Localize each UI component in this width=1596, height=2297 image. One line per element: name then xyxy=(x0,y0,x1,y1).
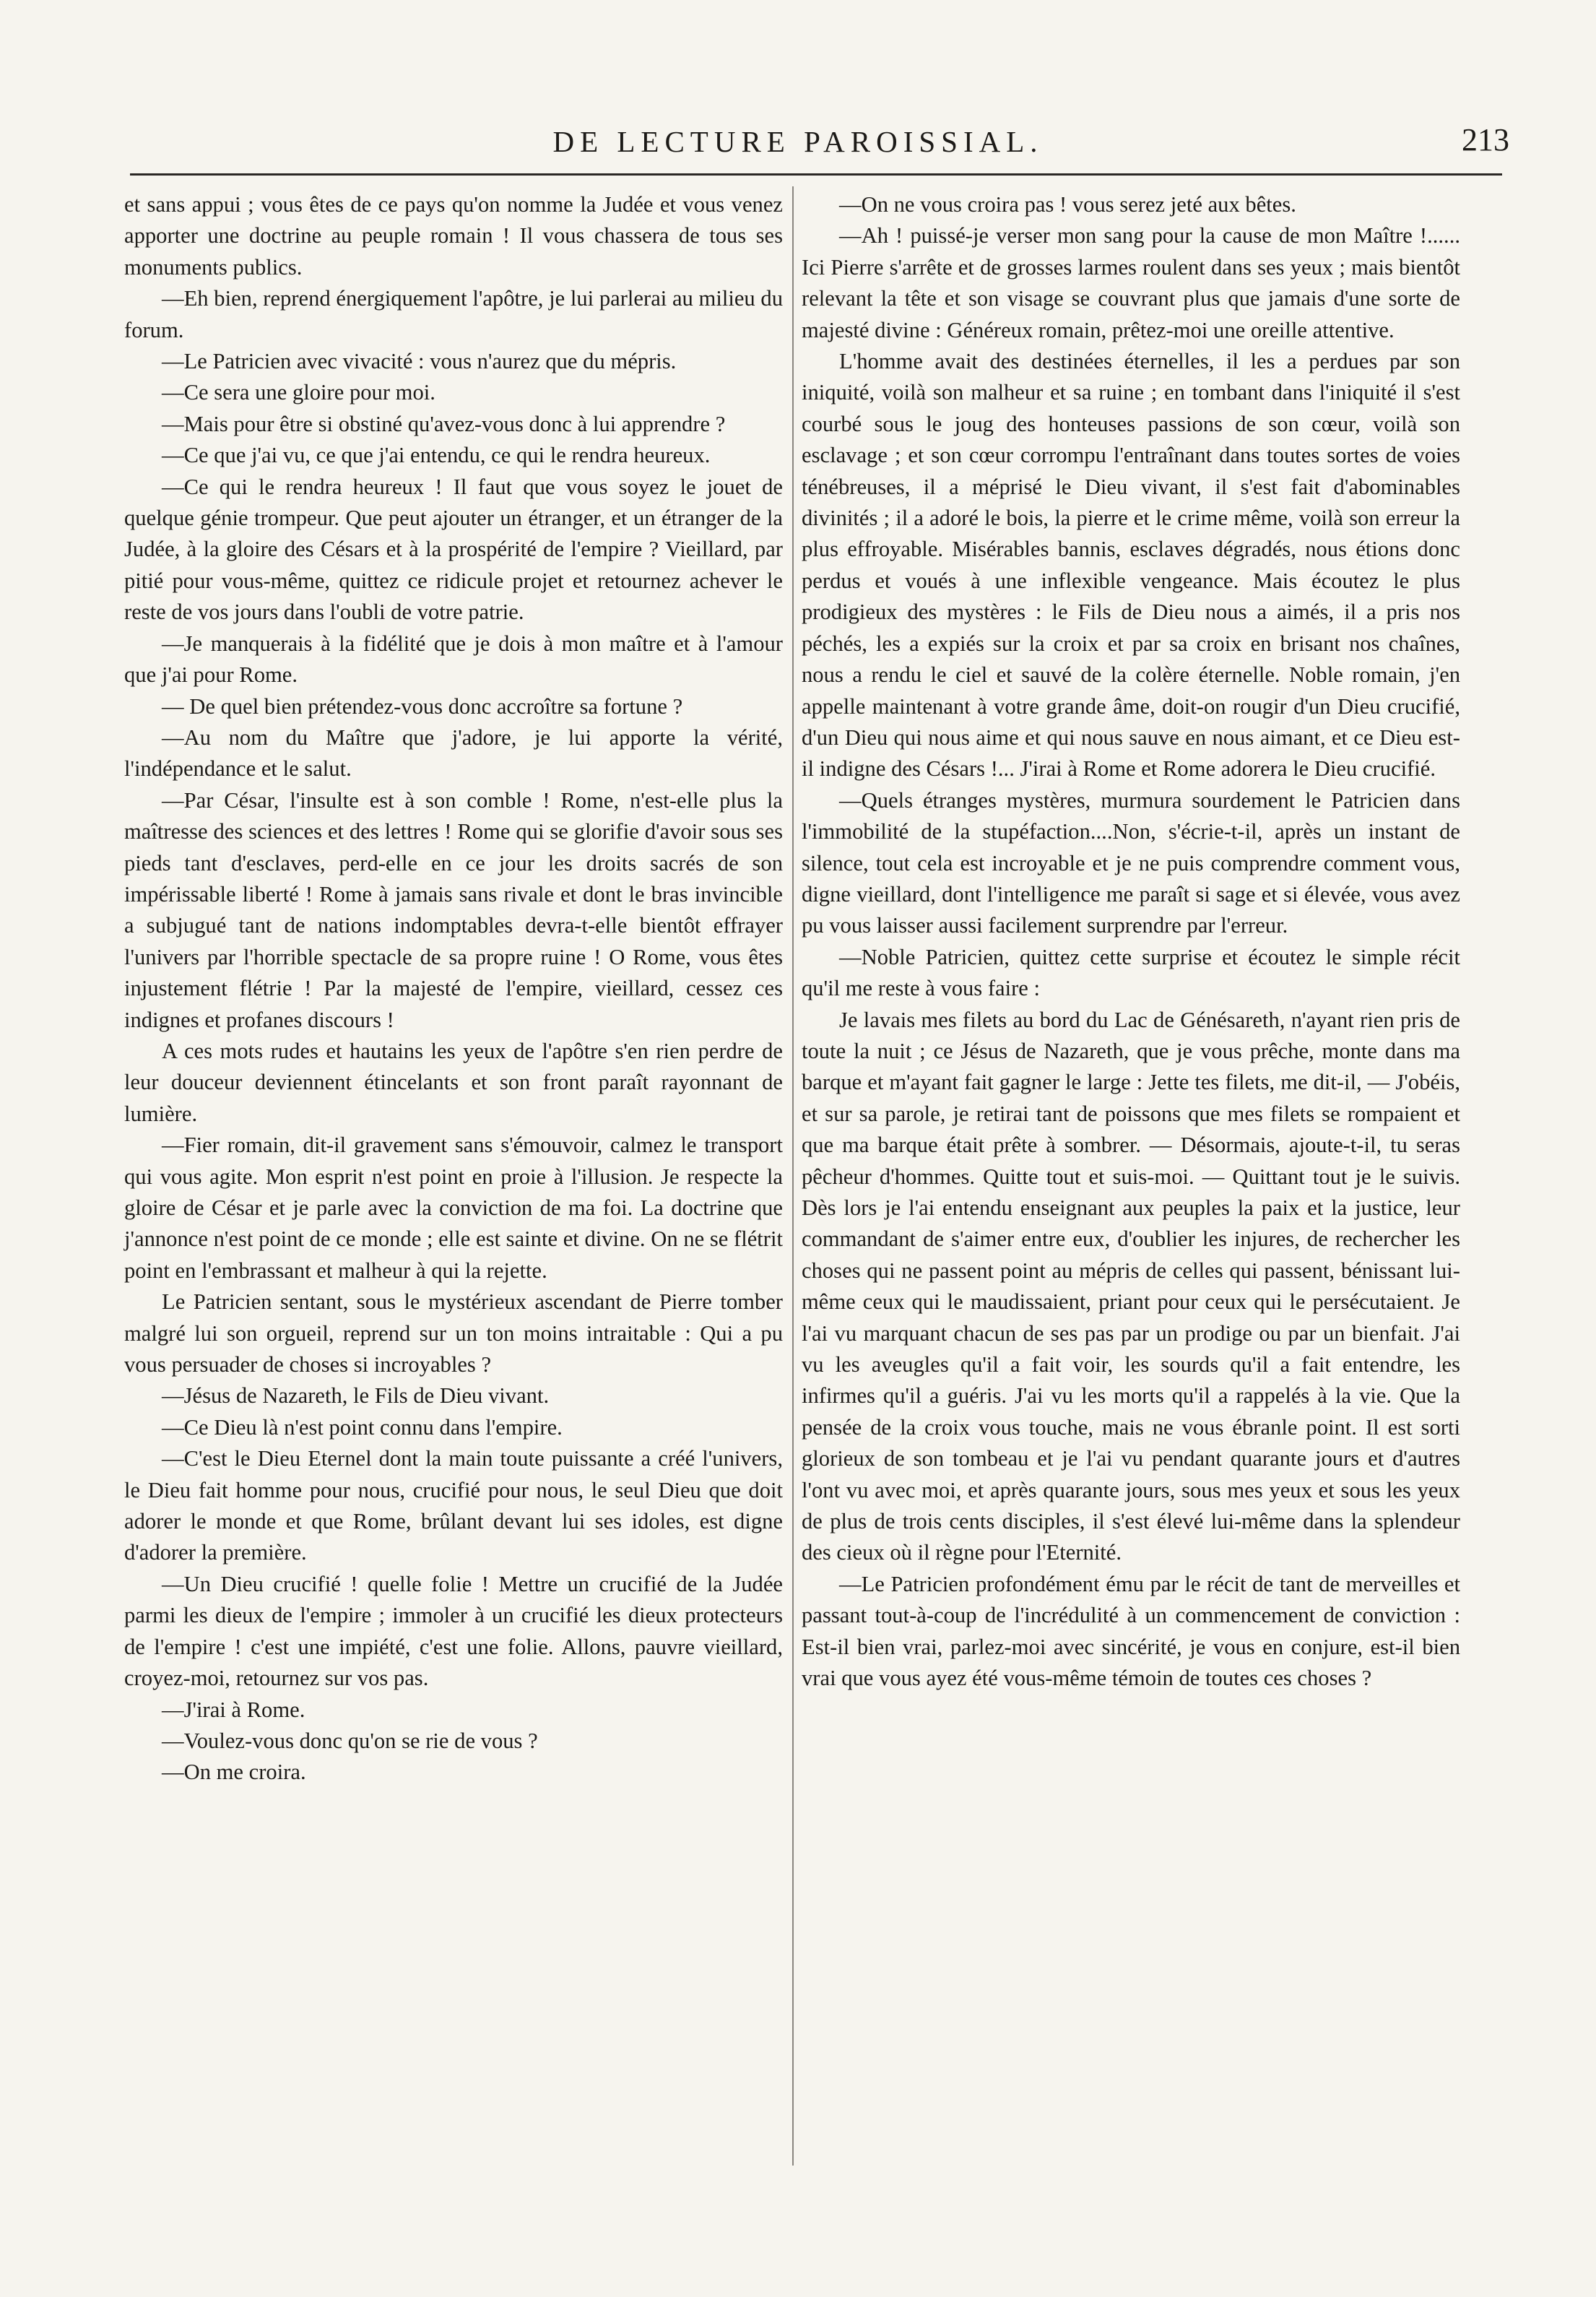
paragraph: —On me croira. xyxy=(162,1760,306,1785)
paragraph: et sans appui ; vous êtes de ce pays qu'on nomme la Judée et vous venez apporter une doctrine au peuple romain ! Il vous chassera de tous ses monuments publics. xyxy=(124,192,783,280)
paragraph: A ces mots rudes et hautains les yeux de l'apôtre s'en rien perdre de leur douceur deviennent étincelants et son front paraît rayonnant de lumière. xyxy=(124,1038,783,1126)
paragraph: —Ce sera une gloire pour moi. xyxy=(162,380,435,405)
paragraph: —Quels étranges mystères, murmura sourdement le Patricien dans l'immobilité de la stupéfaction....Non, s'écrie-t-il, après un instant de silence, tout cela est incroyable et je ne puis comprendre comment vous, digne vieillard, dont l'intelligence me paraît si sage et si élevée, vous avez pu vous laisser aussi facilement surprendre par l'erreur. xyxy=(802,787,1460,938)
paragraph: —Un Dieu crucifié ! quelle folie ! Mettre un crucifié de la Judée parmi les dieux de l'empire ; immoler à un crucifié les dieux protecteurs de l'empire ! c'est une impiété, c'est une folie. Allons, pauvre vieillard, croyez-moi, retournez sur vos pas. xyxy=(124,1571,783,1691)
paragraph: —Au nom du Maître que j'adore, je lui apporte la vérité, l'indépendance et le salut. xyxy=(124,724,783,782)
paragraph: —C'est le Dieu Eternel dont la main toute puissante a créé l'univers, le Dieu fait homme pour nous, crucifié pour nous, le seul Dieu que doit adorer le monde et que Rome, brûlant devant lui ses idoles, est digne d'adorer la première. xyxy=(124,1446,783,1565)
paragraph: —Ce qui le rendra heureux ! Il faut que vous soyez le jouet de quelque génie trompeur. Que peut ajouter un étranger, et un étranger de la Judée, à la gloire des Césars et à la prospérité de l'empire ? Vieillard, par pitié pour vous-même, quittez ce ridicule projet et retournez achever le reste de vos jours dans l'oubli de votre patrie. xyxy=(124,474,783,625)
paragraph: —Mais pour être si obstiné qu'avez-vous donc à lui apprendre ? xyxy=(162,411,726,436)
page-number: 213 xyxy=(1462,122,1509,157)
paragraph: —On ne vous croira pas ! vous serez jeté aux bêtes. xyxy=(839,192,1296,217)
running-title: DE LECTURE PAROISSIAL. xyxy=(552,125,1044,158)
paragraph: —Le Patricien avec vivacité : vous n'aurez que du mépris. xyxy=(162,349,677,374)
left-column xyxy=(124,189,783,1788)
paragraph: —Ce que j'ai vu, ce que j'ai entendu, ce qui le rendra heureux. xyxy=(162,443,711,468)
paragraph: Le Patricien sentant, sous le mystérieux ascendant de Pierre tomber malgré lui son orgueil, reprend sur un ton moins intraitable : Qui a pu vous persuader de choses si incroyables ? xyxy=(124,1289,783,1377)
column-divider xyxy=(792,186,794,2166)
paragraph: —Jésus de Nazareth, le Fils de Dieu vivant. xyxy=(162,1383,550,1409)
paragraph: —Voulez-vous donc qu'on se rie de vous ? xyxy=(162,1728,538,1753)
paragraph: — De quel bien prétendez-vous donc accroître sa fortune ? xyxy=(162,693,683,719)
paragraph: Je lavais mes filets au bord du Lac de Génésareth, n'ayant rien pris de toute la nuit ; ce Jésus de Nazareth, que je vous prêche, monte dans ma barque et m'ayant fait gagner le large : Jette tes filets, me dit-il, — J'obéis, et sur sa parole, je retirai tant de poissons que mes filets se rompaient et que ma barque était prête à sombrer. — Désormais, ajoute-t-il, tu seras pêcheur d'hommes. Quitte tout et suis-moi. — Quittant tout je le suivis. Dès lors je l'ai entendu enseignant aux peuples la paix et la justice, leur commandant de s'aimer entre eux, d'oublier les injures, de rechercher les choses qui ne passent point au mépris de celles qui passent, bénissant lui-même ceux qui le maudissaient, priant pour ceux qui le persécutaient. Je l'ai vu marquant chacun de ses pas par un prodige ou par un bienfait. J'ai vu les aveugles qu'il a fait voir, les sourds qu'il a fait entendre, les infirmes qu'il a guéris. J'ai vu les morts qu'il a rappelés à la vie. Que la pensée de la croix vous touche, mais ne vous ébranle point. Il est sorti glorieux de son tombeau et je l'ai vu pendant quarante jours et d'autres l'ont vu avec moi, et après quarante jours, sous mes yeux et sous les yeux de plus de trois cents disciples, il s'est élevé lui-même dans la splendeur des cieux où il règne pour l'Eternité. xyxy=(802,1007,1460,1565)
paragraph: —Ce Dieu là n'est point connu dans l'empire. xyxy=(162,1414,563,1440)
right-column xyxy=(802,189,1460,1695)
paragraph: —Fier romain, dit-il gravement sans s'émouvoir, calmez le transport qui vous agite. Mon esprit n'est point en proie à l'illusion. Je respecte la gloire de César et je parle avec la conviction de ma foi. La doctrine que j'annonce n'est point de ce monde ; elle est sainte et divine. On ne se flétrit point en l'embrassant et malheur à qui la rejette. xyxy=(124,1133,783,1283)
paragraph: —Par César, l'insulte est à son comble ! Rome, n'est-elle plus la maîtresse des sciences et des lettres ! Rome qui se glorifie d'avoir sous ses pieds tant d'esclaves, perd-elle en ce jour les droits sacrés de son impérissable liberté ! Rome à jamais sans rivale et dont le bras invincible a subjugué tant de nations indomptables devra-t-elle bientôt effrayer l'univers par l'horrible spectacle de sa propre ruine ! O Rome, vous êtes injustement flétrie ! Par la majesté de l'empire, vieillard, cessez ces indignes et profanes discours ! xyxy=(124,787,783,1032)
paragraph: —Eh bien, reprend énergiquement l'apôtre, je lui parlerai au milieu du forum. xyxy=(124,286,783,342)
paragraph: —J'irai à Rome. xyxy=(162,1697,305,1722)
paragraph: —Le Patricien profondément ému par le récit de tant de merveilles et passant tout-à-coup de l'incrédulité à un commencement de conviction : Est-il bien vrai, parlez-moi avec sincérité, je vous en conjure, est-il bien vrai que vous ayez été vous-même témoin de toutes ces choses ? xyxy=(802,1571,1460,1691)
paragraph: —Je manquerais à la fidélité que je dois à mon maître et à l'amour que j'ai pour Rome. xyxy=(124,631,783,688)
header-rule xyxy=(130,173,1502,176)
paragraph: —Noble Patricien, quittez cette surprise et écoutez le simple récit qu'il me reste à vous faire : xyxy=(802,944,1460,1001)
paragraph: —Ah ! puissé-je verser mon sang pour la cause de mon Maître !...... Ici Pierre s'arrête et de grosses larmes roulent dans ses yeux ; mais bientôt relevant la tête et son visage se couvrant plus que jamais d'une sorte de majesté divine : Généreux romain, prêtez-moi une oreille attentive. xyxy=(802,223,1460,342)
paragraph: L'homme avait des destinées éternelles, il les a perdues par son iniquité, voilà son malheur et sa ruine ; en tombant dans l'iniquité il s'est courbé sous le joug des honteuses passions de son cœur, voilà son esclavage ; et son cœur corrompu l'entraînant dans toutes sortes de voies ténébreuses, il a méprisé le Dieu vivant, il s'est fait d'abominables divinités ; il a adoré le bois, la pierre et le crime même, voilà son erreur la plus effroyable. Misérables bannis, esclaves dégradés, nous étions donc perdus et voués à une inflexible vengeance. Mais écoutez le plus prodigieux des mystères : le Fils de Dieu nous a aimés, il a pris nos péchés, les a expiés sur la croix et par sa croix en brisant nos chaînes, nous a rendu le ciel et sauvé de la colère éternelle. Noble romain, j'en appelle maintenant à votre grande âme, doit-on rougir d'un Dieu crucifié, d'un Dieu qui nous aime et qui nous sauve en nous aimant, et ce Dieu est-il indigne des Césars !... J'irai à Rome et Rome adorera le Dieu crucifié. xyxy=(802,349,1460,782)
